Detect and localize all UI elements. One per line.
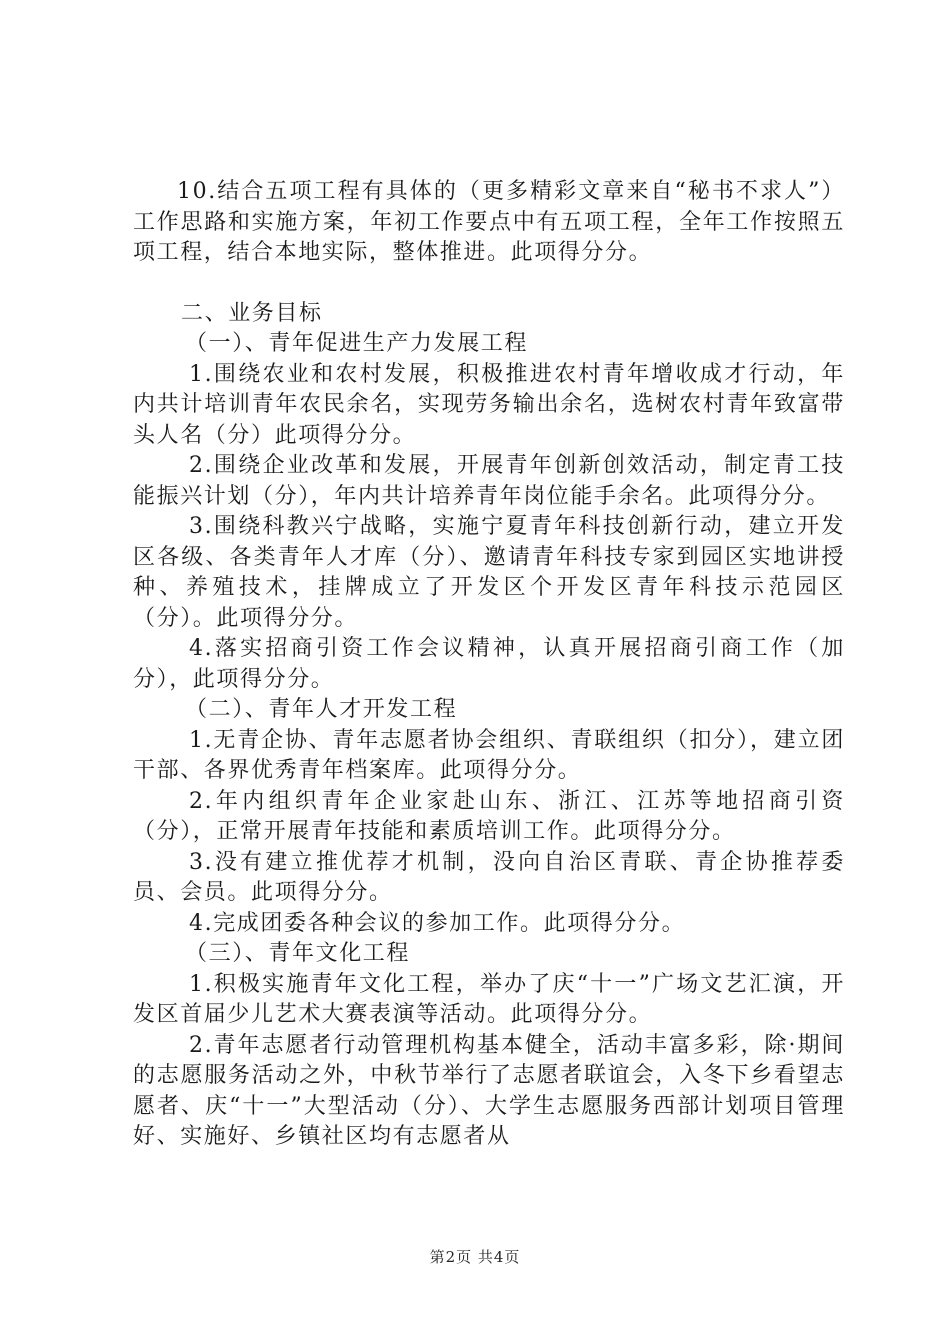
- subsection-heading-productivity: （一）、青年促进生产力发展工程: [185, 331, 529, 356]
- list-item: 4.完成团委各种会议的参加工作。此项得分分。: [189, 910, 686, 936]
- list-item: 3.没有建立推优荐才机制，没向自治区青联、青企协推荐委员、会员。此项得分分。: [133, 849, 845, 905]
- page-number-footer: 第2页 共4页: [429, 1248, 521, 1266]
- list-item: 2.年内组织青年企业家赴山东、浙江、江苏等地招商引资（分），正常开展青年技能和素质培训工作。此项得分分。: [133, 788, 845, 844]
- list-item: 4.落实招商引资工作会议精神，认真开展招商引商工作（加分），此项得分分。: [133, 636, 845, 692]
- list-item: 1.围绕农业和农村发展，积极推进农村青年增收成才行动，年内共计培训青年农民余名，实现劳务输出余名，选树农村青年致富带头人名（分）此项得分分。: [133, 361, 845, 448]
- paragraph-item-10: 10.结合五项工程有具体的（更多精彩文章来自“秘书不求人”）工作思路和实施方案，年初工作要点中有五项工程，全年工作按照五项工程，结合本地实际，整体推进。此项得分分。: [133, 179, 845, 265]
- subsection-heading-talent: （二）、青年人才开发工程: [185, 697, 458, 722]
- document-body: [133, 177, 845, 1153]
- list-item: 1.积极实施青年文化工程，举办了庆“十一”广场文艺汇演，开发区首届少儿艺术大赛表演等活动。此项得分分。: [133, 971, 845, 1027]
- list-item: 2.围绕企业改革和发展，开展青年创新创效活动，制定青工技能振兴计划（分），年内共计培养青年岗位能手余名。此项得分分。: [133, 453, 845, 509]
- subsection-heading-culture: （三）、青年文化工程: [185, 941, 411, 966]
- section-heading-business-goals: 二、业务目标: [181, 300, 323, 326]
- list-item: 2.青年志愿者行动管理机构基本健全，活动丰富多彩，除·期间的志愿服务活动之外，中秋节举行了志愿者联谊会，入冬下乡看望志愿者、庆“十一”大型活动（分）、大学生志愿服务西部计划项目管理好、实施好、乡镇社区均有志愿者从: [133, 1032, 845, 1149]
- list-item: 1.无青企协、青年志愿者协会组织、青联组织（扣分），建立团干部、各界优秀青年档案库。此项得分分。: [133, 727, 845, 783]
- list-item: 3.围绕科教兴宁战略，实施宁夏青年科技创新行动，建立开发区各级、各类青年人才库（分）、邀请青年科技专家到园区实地讲授种、养殖技术，挂牌成立了开发区个开发区青年科技示范园区（分）。此项得分分。: [133, 514, 845, 631]
